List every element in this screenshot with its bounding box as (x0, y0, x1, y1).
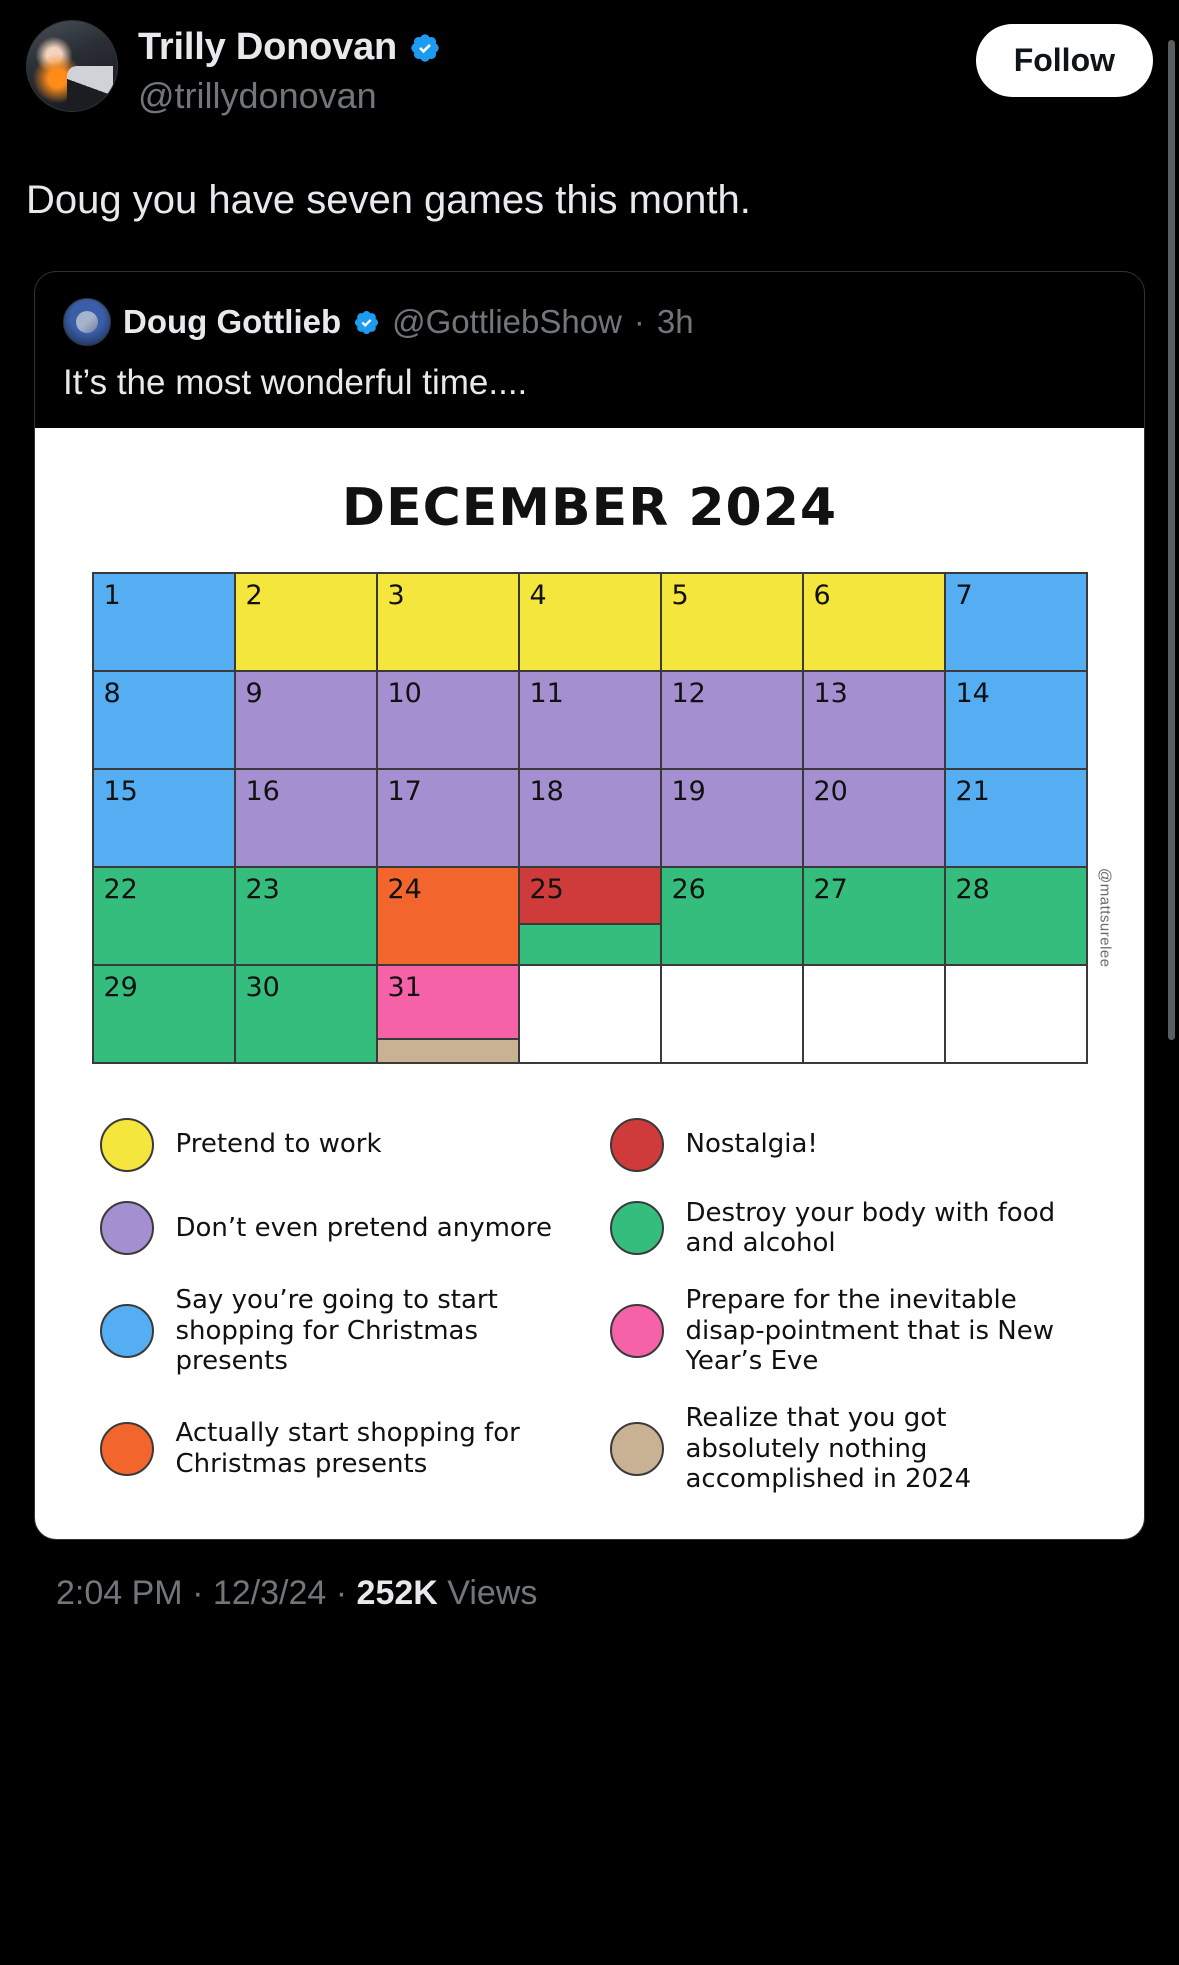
legend-label: Prepare for the inevitable disap-pointment that is New Year’s Eve (685, 1284, 1054, 1377)
quoted-display-name: Doug Gottlieb (123, 303, 342, 340)
legend-label: Destroy your body with food and alcohol (685, 1197, 1056, 1259)
legend-label: Realize that you got absolutely nothing accomplished in 2024 (685, 1402, 972, 1495)
tweet-author-row (26, 20, 1153, 117)
legend-item (610, 1198, 1080, 1259)
author-display-name[interactable]: Trilly Donovan (138, 26, 398, 68)
calendar-grid-wrapper (92, 572, 1114, 1064)
calendar-day-cell[interactable]: 16 (235, 769, 377, 867)
calendar-day-cell[interactable]: 22 (93, 867, 235, 965)
calendar-day-cell[interactable]: 28 (945, 867, 1087, 965)
legend-item (610, 1285, 1080, 1377)
calendar-day-cell[interactable]: 19 (661, 769, 803, 867)
quoted-avatar[interactable] (63, 298, 111, 346)
calendar-title: DECEMBER 2024 (341, 477, 838, 538)
calendar-empty-cell (803, 965, 945, 1063)
legend-swatch-icon (610, 1118, 664, 1172)
calendar-day-number: 31 (378, 966, 518, 1039)
author-name-line (138, 26, 956, 69)
quoted-tweet-header (35, 272, 1144, 346)
calendar-day-lower-band (378, 1038, 518, 1061)
calendar-day-cell[interactable]: 4 (519, 573, 661, 671)
calendar-week-row (93, 573, 1087, 671)
calendar-day-cell[interactable]: 2 (235, 573, 377, 671)
calendar-day-cell[interactable]: 11 (519, 671, 661, 769)
calendar-day-cell[interactable]: 29 (93, 965, 235, 1063)
calendar-day-cell[interactable]: 27 (803, 867, 945, 965)
calendar-day-number: 25 (520, 868, 660, 924)
tweet-footer (26, 1540, 1153, 1613)
legend-swatch-icon (610, 1422, 664, 1476)
calendar-week-row (93, 671, 1087, 769)
legend-item (610, 1118, 1080, 1172)
calendar-week-row (93, 867, 1087, 965)
calendar-week-row (93, 965, 1087, 1063)
follow-button[interactable]: Follow (976, 24, 1153, 97)
legend-swatch-icon (610, 1201, 664, 1255)
calendar-day-cell[interactable]: 8 (93, 671, 235, 769)
quoted-handle: @GottliebShow (392, 303, 622, 340)
legend-swatch-icon (610, 1304, 664, 1358)
legend-item (100, 1198, 570, 1259)
legend-label: Pretend to work (175, 1129, 382, 1160)
calendar-day-cell[interactable]: 7 (945, 573, 1087, 671)
calendar-day-cell[interactable]: 24 (377, 867, 519, 965)
legend-swatch-icon (100, 1118, 154, 1172)
calendar-day-cell[interactable]: 17 (377, 769, 519, 867)
tweet-text: Doug you have seven games this month. (26, 178, 751, 222)
legend-label: Nostalgia! (685, 1129, 818, 1160)
page-scrollbar[interactable] (1168, 40, 1175, 1040)
quoted-tweet-card[interactable] (34, 271, 1145, 1540)
legend-item (100, 1403, 570, 1495)
calendar-day-cell[interactable]: 20 (803, 769, 945, 867)
calendar-empty-cell (661, 965, 803, 1063)
calendar-day-cell[interactable]: 21 (945, 769, 1087, 867)
avatar[interactable] (26, 20, 118, 112)
author-names (138, 20, 956, 117)
calendar-grid (92, 572, 1088, 1064)
tweet-date: 12/3/24 (212, 1573, 327, 1612)
calendar-day-cell[interactable]: 13 (803, 671, 945, 769)
legend-swatch-icon (100, 1422, 154, 1476)
legend-label: Actually start shopping for Christmas presents (175, 1418, 520, 1479)
footer-separator-1: · (192, 1573, 204, 1612)
quoted-timestamp: 3h (656, 303, 694, 340)
views-label: Views (447, 1573, 538, 1612)
legend-item (100, 1285, 570, 1377)
calendar-day-cell[interactable]: 10 (377, 671, 519, 769)
calendar-day-cell[interactable]: 9 (235, 671, 377, 769)
legend-item (100, 1118, 570, 1172)
calendar-day-cell[interactable]: 18 (519, 769, 661, 867)
calendar-day-cell[interactable]: 12 (661, 671, 803, 769)
calendar-day-lower-band (520, 923, 660, 963)
calendar-image[interactable] (35, 428, 1144, 1539)
calendar-day-cell[interactable]: 1 (93, 573, 235, 671)
calendar-empty-cell (945, 965, 1087, 1063)
quoted-tweet-text: It’s the most wonderful time.... (63, 363, 528, 402)
calendar-week-row (93, 769, 1087, 867)
legend-label: Say you’re going to start shopping for Christmas presents (175, 1284, 498, 1377)
calendar-day-cell[interactable]: 5 (661, 573, 803, 671)
verified-badge-icon (409, 32, 441, 64)
quoted-separator: · (633, 303, 645, 340)
legend-label: Don’t even pretend anymore (175, 1212, 552, 1243)
calendar-day-cell[interactable] (519, 867, 661, 965)
calendar-day-cell[interactable]: 6 (803, 573, 945, 671)
calendar-day-cell[interactable]: 14 (945, 671, 1087, 769)
calendar-day-cell[interactable]: 15 (93, 769, 235, 867)
author-handle[interactable]: @trillydonovan (138, 75, 377, 116)
calendar-legend (90, 1118, 1090, 1495)
verified-badge-icon (353, 309, 380, 336)
legend-item (610, 1403, 1080, 1495)
calendar-day-cell[interactable]: 26 (661, 867, 803, 965)
calendar-day-cell[interactable]: 23 (235, 867, 377, 965)
legend-swatch-icon (100, 1304, 154, 1358)
watermark-text: @mattsurelee (1096, 867, 1114, 968)
footer-separator-2: · (335, 1573, 348, 1612)
views-count: 252K (356, 1573, 438, 1612)
calendar-day-cell[interactable] (377, 965, 519, 1063)
tweet-time: 2:04 PM (56, 1573, 183, 1612)
calendar-empty-cell (519, 965, 661, 1063)
legend-swatch-icon (100, 1201, 154, 1255)
calendar-day-cell[interactable]: 3 (377, 573, 519, 671)
calendar-day-cell[interactable]: 30 (235, 965, 377, 1063)
